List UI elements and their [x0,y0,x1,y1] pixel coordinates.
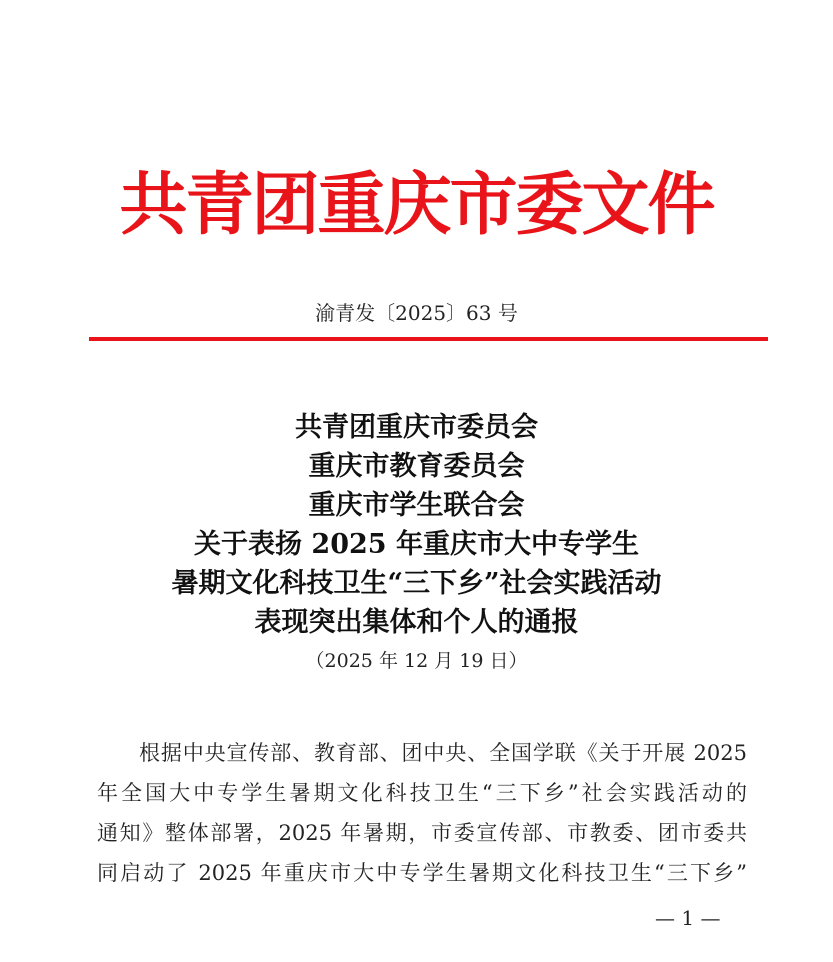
notice-headline [0,408,833,676]
body-paragraph [97,733,747,893]
headline-line-6: 表现突出集体和个人的通报 [254,607,579,638]
body-line-2: 年全国大中专学生暑期文化科技卫生“三下乡”社会实践活动的 [97,781,747,805]
body-line-3: 通知》整体部署，2025 年暑期，市委宣传部、市教委、团市委共 [97,821,747,845]
document-number: 渝青发〔2025〕63 号 [315,301,518,325]
headline-line-1: 共青团重庆市委员会 [295,412,538,443]
headline-line-2: 重庆市教育委员会 [308,451,525,482]
document-issuer-title: 共青团重庆市委文件 [119,166,714,245]
issue-date: （2025 年 12 月 19 日） [305,650,528,672]
page-number: — 1 — [655,906,721,930]
headline-line-5: 暑期文化科技卫生“三下乡”社会实践活动 [171,568,662,599]
headline-line-3: 重庆市学生联合会 [308,490,525,521]
headline-line-4: 关于表扬 2025 年重庆市大中专学生 [194,529,639,560]
body-line-1: 根据中央宣传部、教育部、团中央、全国学联《关于开展 2025 [139,741,747,765]
red-divider-line [89,337,768,341]
body-line-4: 同启动了 2025 年重庆市大中专学生暑期文化科技卫生“三下乡” [97,861,747,885]
